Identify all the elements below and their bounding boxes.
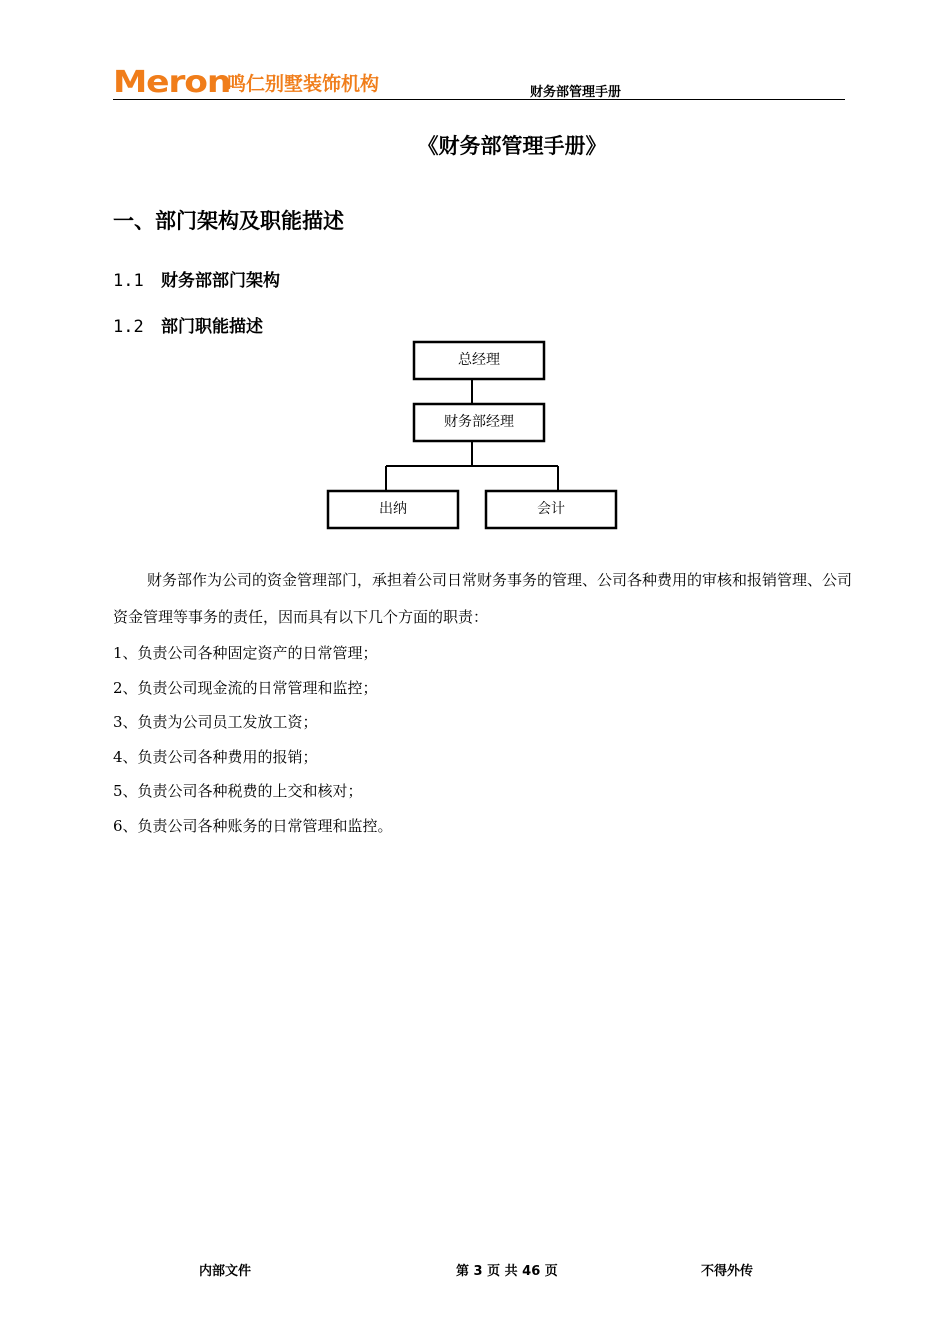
description-paragraph: 财务部作为公司的资金管理部门，承担着公司日常财务事务的管理、公司各种费用的审核和报销管理、公司资金管理等事务的责任，因而具有以下几个方面的职责： (113, 571, 853, 626)
logo-mark: Meron (113, 65, 231, 100)
subsection-title: 部门职能描述 (161, 317, 263, 337)
org-label-accountant: 会计 (537, 501, 565, 517)
list-item: 3、负责为公司员工发放工资； (113, 713, 318, 732)
list-item: 4、负责公司各种费用的报销； (113, 747, 318, 766)
logo-company-name: 鸣仁别墅装饰机构 (226, 73, 379, 95)
list-item: 1、负责公司各种固定资产的日常管理； (113, 644, 378, 662)
org-label-finance-manager: 财务部经理 (444, 414, 514, 430)
subsection-number: 1.1 (113, 271, 144, 291)
org-label-general-manager: 总经理 (458, 352, 500, 368)
header-title: 财务部管理手册 (530, 85, 622, 100)
footer-confidential-label: 不得外传 (701, 1264, 754, 1279)
subsection-title: 财务部部门架构 (161, 271, 280, 291)
list-item: 2、负责公司现金流的日常管理和监控； (113, 678, 378, 697)
section-heading: 一、部门架构及职能描述 (113, 209, 344, 233)
list-item: 6、负责公司各种账务的日常管理和监控。 (113, 816, 393, 835)
org-chart (0, 0, 950, 560)
subsection-number: 1.2 (113, 317, 144, 337)
org-label-cashier: 出纳 (379, 501, 407, 517)
page-number: 第 3 页 共 46 页 (456, 1264, 558, 1279)
duty-list (113, 636, 393, 844)
document-title: 《财务部管理手册》 (417, 134, 607, 158)
list-item: 5、负责公司各种税费的上交和核对； (113, 782, 363, 801)
footer-internal-label: 内部文件 (199, 1264, 252, 1279)
